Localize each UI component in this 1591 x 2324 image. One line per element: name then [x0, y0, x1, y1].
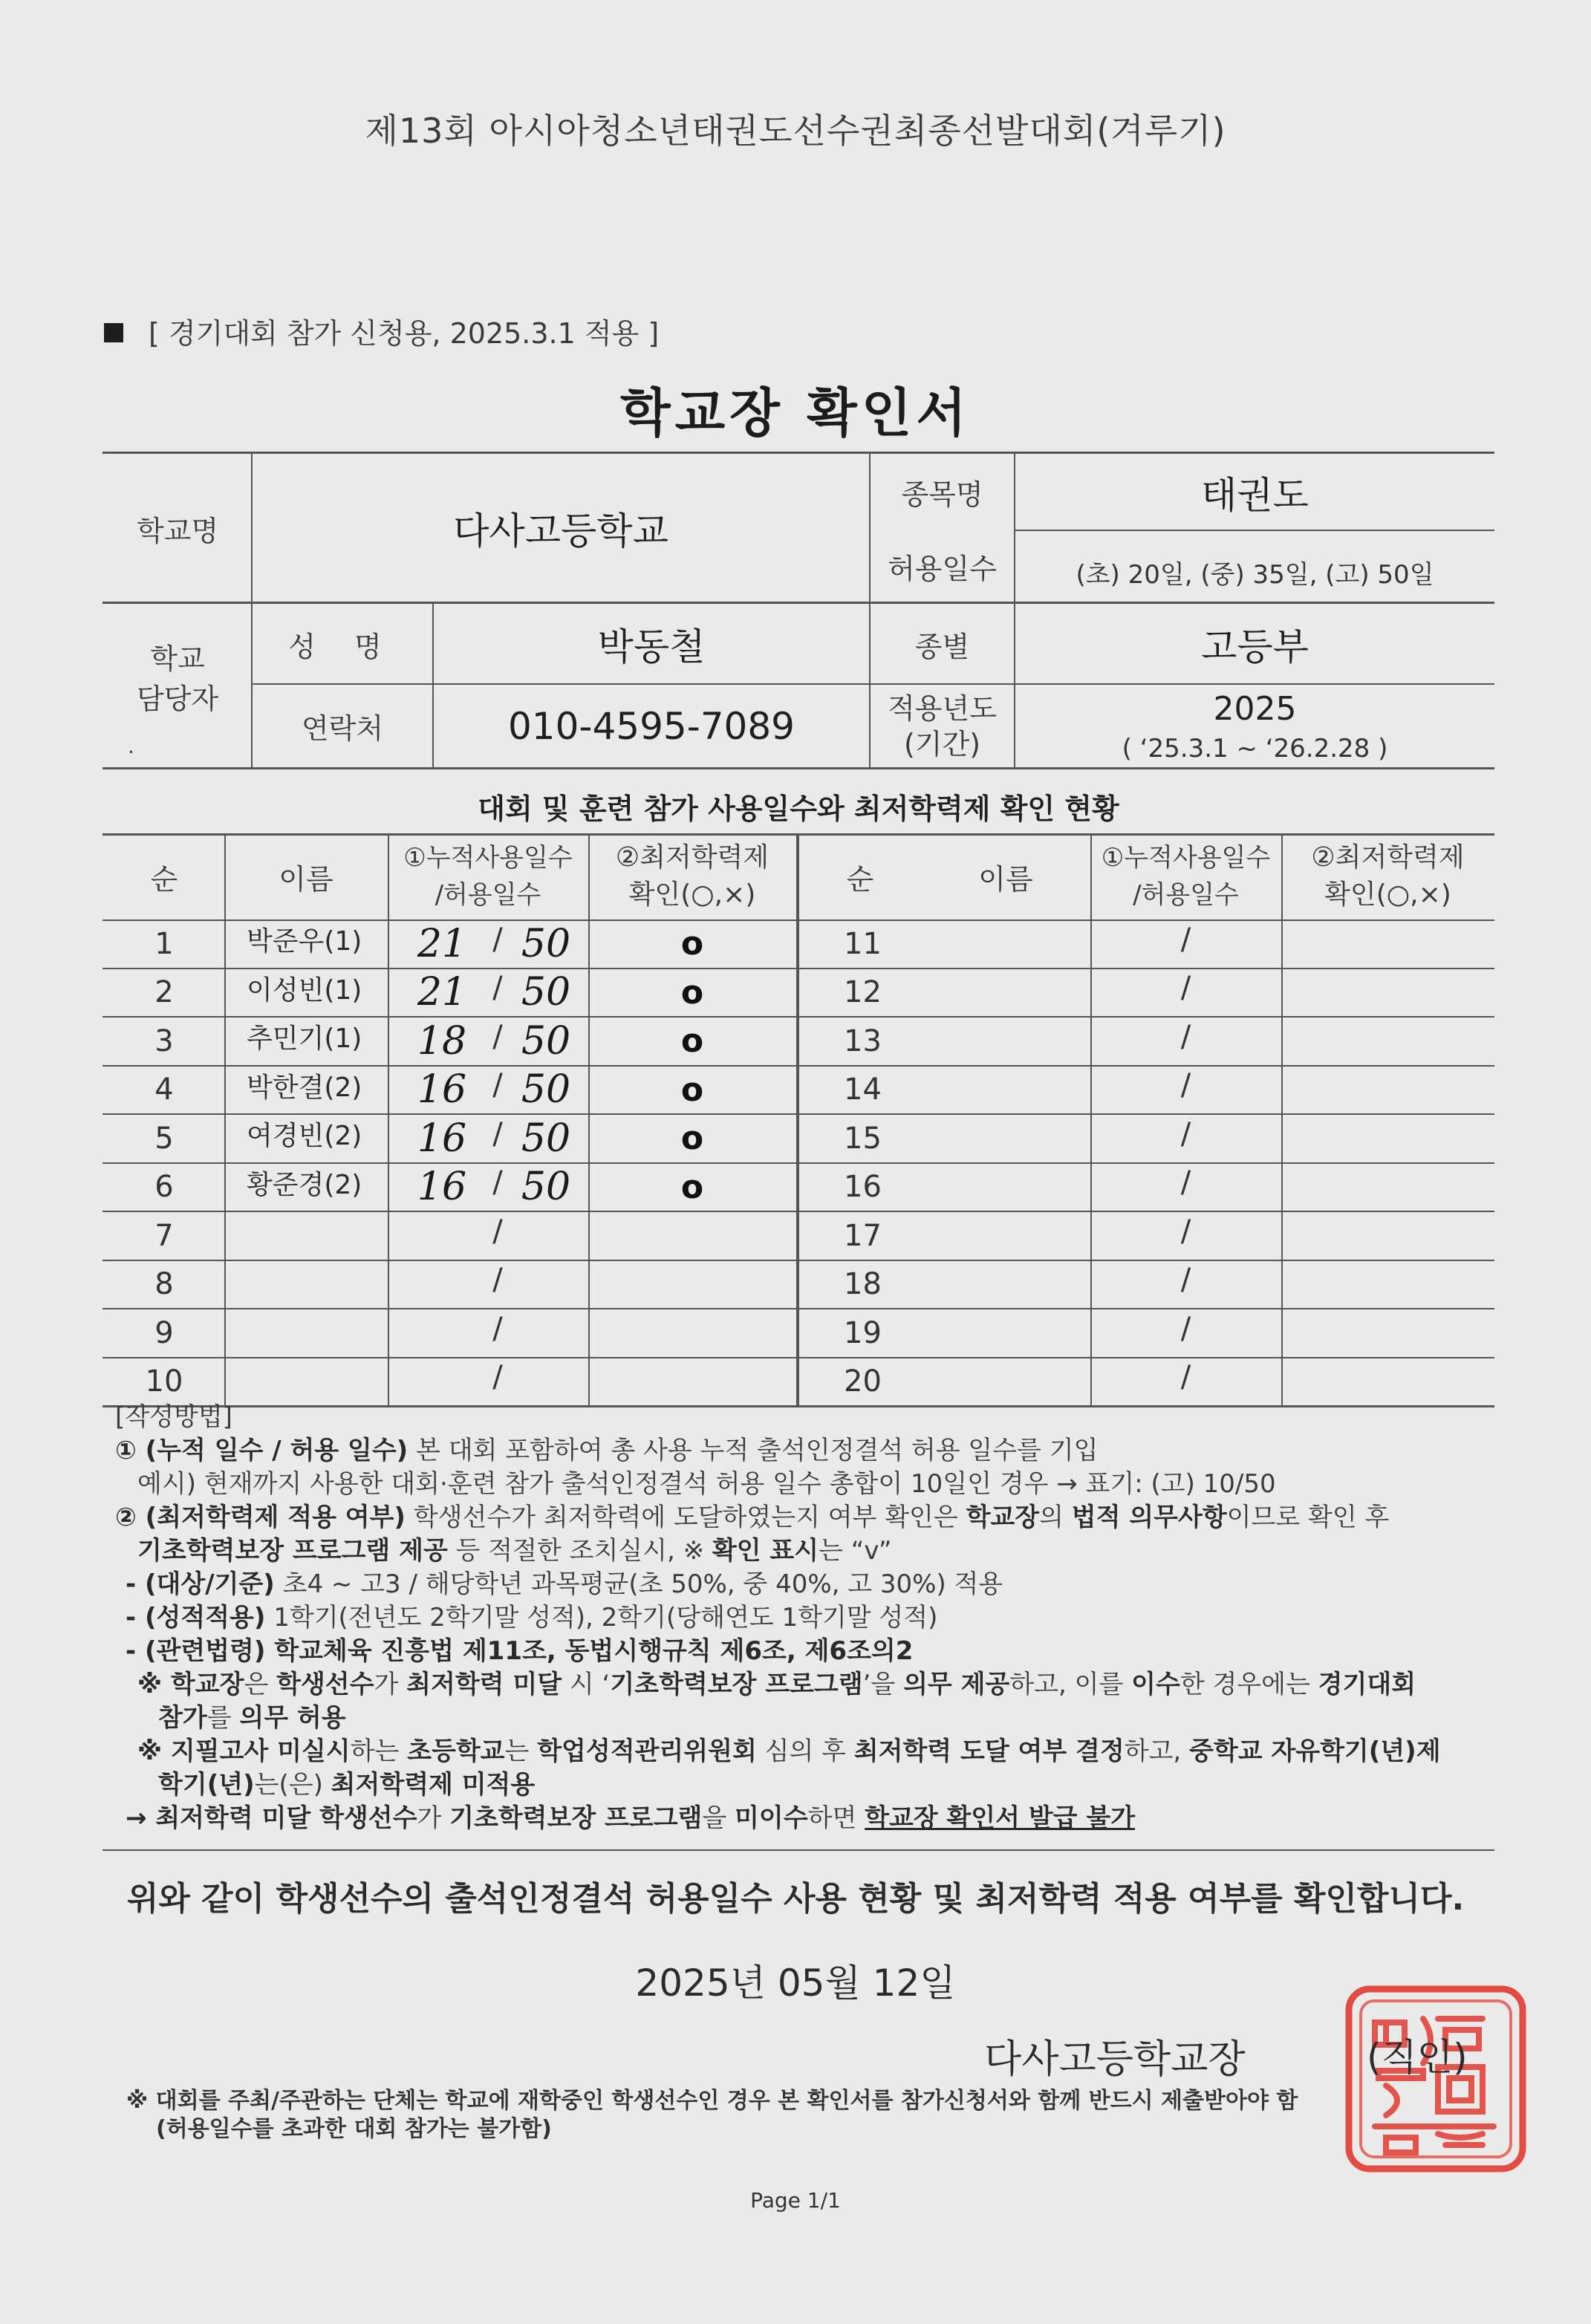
note-7: ※ 지필고사 미실시하는 초등학교는 학업성적관리위원회 심의 후 최저학력 도달 여부 결정하고, 중학교 자유학기(년)제 [137, 1737, 1441, 1766]
table-row-name [224, 1353, 388, 1402]
table-row-number: 14 [844, 1073, 882, 1107]
used-days: 16 [417, 1067, 467, 1113]
table-row-name: 추민기(1) [247, 1023, 362, 1055]
note-7-cont: 학기(년)는(은) 최저학력제 미적용 [158, 1770, 536, 1800]
table-row-name: 박준우(1) [247, 926, 362, 957]
right-col-days-header: ①누적사용일수 /허용일수 [1101, 843, 1271, 910]
table-row-number: 3 [154, 1023, 174, 1058]
year-label: 적용년도 (기간) [888, 691, 997, 761]
days-slash: / [1180, 1360, 1191, 1395]
days-slash: / [492, 1019, 503, 1054]
used-days: 16 [417, 1116, 467, 1161]
division-label: 종별 [914, 630, 970, 663]
table-row-name [921, 1066, 1090, 1115]
notes-heading: [작성방법] [115, 1402, 232, 1432]
days-slash: / [492, 1068, 503, 1103]
minimum-grade-check [1281, 1066, 1494, 1115]
table-row-name [921, 969, 1090, 1018]
right-col-no-header: 순 [846, 862, 874, 896]
seal-label: (직인) [1367, 2036, 1468, 2079]
allowed-days [505, 1260, 587, 1309]
minimum-grade-check: o [680, 1070, 704, 1109]
days-slash: / [492, 1116, 503, 1151]
footnote [126, 2087, 1493, 2144]
days-slash: / [1180, 1214, 1191, 1249]
minimum-grade-check [1281, 1163, 1494, 1212]
days-slash: / [1180, 971, 1191, 1006]
days-slash: / [492, 1263, 503, 1298]
allowed-days [505, 1211, 587, 1260]
minimum-grade-check: o [680, 1022, 704, 1061]
division-value: 고등부 [1201, 625, 1309, 668]
days-slash: / [1180, 1263, 1191, 1298]
table-row-name: 여경빈(2) [247, 1121, 362, 1152]
days-slash: / [1180, 1116, 1191, 1151]
table-row-name [921, 1163, 1090, 1212]
days-slash: / [1180, 1019, 1191, 1054]
table-row-number: 5 [154, 1121, 174, 1156]
allowed-days: 50 [521, 1116, 571, 1161]
minimum-grade-check [1281, 1309, 1494, 1358]
days-slash: / [1180, 1068, 1191, 1103]
table-row-number: 9 [154, 1315, 174, 1350]
minimum-grade-check [1281, 1260, 1494, 1309]
allowed-days: 50 [521, 1018, 571, 1064]
contact-value: 010-4595-7089 [507, 704, 795, 748]
days-slash: / [492, 922, 503, 957]
allowed-days [505, 1309, 587, 1358]
table-row-name [224, 1256, 388, 1305]
table-row-name [921, 919, 1090, 969]
minimum-grade-check [588, 1309, 796, 1358]
form-note-text: [ 경기대회 참가 신청용, 2025.3.1 적용 ] [149, 317, 660, 350]
allowed-days: 50 [521, 921, 571, 966]
name-label: 성 명 [288, 630, 397, 663]
days-slash: / [492, 971, 503, 1006]
allowed-days-label: 허용일수 [888, 553, 997, 585]
confirmation-statement: 위와 같이 학생선수의 출석인정결석 허용일수 사용 현황 및 최저학력 적용 여부를 확인합니다. [126, 1880, 1465, 1918]
minimum-grade-check [1281, 919, 1494, 969]
note-6: ※ 학교장은 학생선수가 최저학력 미달 시 ‘기초학력보장 프로그램’을 의무 제공하고, 이를 이수한 경우에는 경기대회 [137, 1670, 1416, 1699]
right-col-name-header: 이름 [978, 862, 1033, 896]
minimum-grade-check [1281, 969, 1494, 1018]
allowed-days: 50 [521, 1165, 571, 1210]
footnote-line-2: (허용일수를 초과한 대회 참가는 불가함) [156, 2116, 552, 2142]
event-title: 제13회 아시아청소년태권도선수권최종선발대회(겨루기) [365, 111, 1226, 151]
allowed-days: 50 [521, 1067, 571, 1113]
table-row-number: 2 [154, 975, 174, 1010]
minimum-grade-check: o [680, 925, 704, 963]
note-4: - (성적적용) 1학기(전년도 2학기말 성적), 2학기(당해연도 1학기말 성적) [126, 1603, 938, 1633]
minimum-grade-check [588, 1358, 796, 1407]
writing-instructions [115, 1401, 1497, 1835]
manager-name-value: 박동철 [597, 625, 706, 668]
minimum-grade-check [588, 1260, 796, 1309]
days-slash: / [492, 1311, 503, 1346]
note-2: ② (최저학력제 적용 여부) 학생선수가 최저학력에 도달하였는지 여부 확인은 학교장의 법적 의무사항이므로 확인 후 [115, 1503, 1390, 1532]
used-days: 21 [417, 921, 467, 966]
allowed-days-value: (초) 20일, (중) 35일, (고) 50일 [1076, 559, 1434, 590]
table-row-number: 16 [844, 1170, 882, 1205]
minimum-grade-check [588, 1211, 796, 1260]
document-title: 학교장 확인서 [619, 383, 972, 443]
year-value: 2025 [1213, 689, 1297, 728]
left-col-check-header: ②최저학력제 확인(○,×) [615, 842, 770, 910]
note-5: - (관련법령) 학교체육 진흥법 제11조, 동법시행규칙 제6조, 제6조의2 [126, 1636, 914, 1666]
form-note [104, 310, 659, 351]
page-number: Page 1/1 [750, 2188, 841, 2213]
note-1-example: 예시) 현재까지 사용한 대회·훈련 참가 출석인정결석 허용 일수 총합이 10일인 경우 → 표기: (고) 10/50 [137, 1469, 1276, 1499]
note-6-cont: 참가를 의무 허용 [158, 1703, 346, 1733]
table-row-name: 박한결(2) [247, 1072, 362, 1103]
table-row-number: 15 [844, 1121, 882, 1156]
table-row-number: 19 [844, 1315, 882, 1350]
issue-date: 2025년 05월 12일 [635, 1962, 956, 2005]
days-slash: / [492, 1214, 503, 1249]
minimum-grade-check: o [680, 1168, 704, 1206]
table-row-number: 12 [844, 975, 882, 1010]
table-row-name [921, 1309, 1090, 1358]
note-1: ① (누적 일수 / 허용 일수) 본 대회 포함하여 총 사용 누적 출석인정결석 허용 일수를 기입 [115, 1436, 1099, 1465]
minimum-grade-check [1281, 1358, 1494, 1407]
table-row-number: 7 [154, 1218, 174, 1253]
table-row-number: 10 [145, 1364, 183, 1399]
minimum-grade-check [1281, 1114, 1494, 1163]
table-row-number: 6 [154, 1170, 174, 1205]
table-row-number: 8 [154, 1267, 174, 1302]
table-row-name: 황준경(2) [247, 1169, 362, 1200]
days-slash: / [1180, 922, 1191, 957]
note-2-cont: 기초학력보장 프로그램 제공 등 적절한 조치실시, ※ 확인 표시는 “v” [137, 1536, 892, 1566]
sport-value: 태권도 [1201, 473, 1309, 517]
footnote-line-1: ※ 대회를 주최/주관하는 단체는 학교에 재학중인 학생선수인 경우 본 확인서를 참가신청서와 함께 반드시 제출받아야 함 [126, 2088, 1298, 2114]
table-row-name [921, 1114, 1090, 1163]
days-slash: / [492, 1165, 503, 1200]
minimum-grade-check: o [680, 973, 704, 1012]
table-row-number: 13 [844, 1023, 882, 1058]
table-row-name [921, 1260, 1090, 1309]
table-row-number: 1 [154, 926, 174, 961]
minimum-grade-check [1281, 1017, 1494, 1066]
table-row-number: 20 [844, 1364, 882, 1399]
school-name-label: 학교명 [136, 514, 219, 547]
right-col-check-header: ②최저학력제 확인(○,×) [1311, 842, 1465, 910]
left-col-days-header: ①누적사용일수 /허용일수 [403, 843, 573, 910]
table-row-name [921, 1211, 1090, 1260]
table-row-name: 이성빈(1) [247, 974, 362, 1006]
table-row-number: 18 [844, 1267, 882, 1302]
minimum-grade-check: o [680, 1119, 704, 1158]
table-row-name [224, 1207, 388, 1256]
used-days: 18 [417, 1018, 467, 1064]
table-row-name [224, 1304, 388, 1353]
summary-title: 대회 및 훈련 참가 사용일수와 최저학력제 확인 현황 [478, 792, 1119, 825]
manager-label: 학교 담당자 [136, 642, 219, 715]
minimum-grade-check [1281, 1211, 1494, 1260]
table-row-number: 4 [154, 1073, 174, 1107]
allowed-days: 50 [521, 970, 571, 1015]
left-col-no-header: 순 [150, 862, 178, 896]
school-name-value: 다사고등학교 [453, 510, 668, 553]
period-value: ( ‘25.3.1 ~ ‘26.2.28 ) [1122, 734, 1388, 764]
table-row-name [921, 1017, 1090, 1066]
sport-label: 종목명 [901, 478, 983, 511]
manager-dot: . [128, 734, 134, 758]
used-days: 16 [417, 1165, 467, 1210]
note-3: - (대상/기준) 초4 ~ 고3 / 해당학년 과목평균(초 50%, 중 40%, 고 30%) 적용 [126, 1569, 1003, 1599]
note-8: → 최저학력 미달 학생선수가 기초학력보장 프로그램을 미이수하면 학교장 확인서 발급 불가 [126, 1803, 1136, 1833]
used-days: 21 [417, 970, 467, 1015]
principal-name: 다사고등학교장 [984, 2037, 1246, 2082]
table-row-name [921, 1358, 1090, 1407]
allowed-days [505, 1358, 587, 1407]
square-bullet-icon [104, 323, 123, 342]
table-row-number: 17 [844, 1218, 882, 1253]
days-slash: / [1180, 1311, 1191, 1346]
table-row-number: 11 [844, 926, 882, 961]
left-col-name-header: 이름 [279, 862, 334, 896]
contact-label: 연락처 [301, 712, 384, 745]
days-slash: / [492, 1360, 503, 1395]
days-slash: / [1180, 1165, 1191, 1200]
